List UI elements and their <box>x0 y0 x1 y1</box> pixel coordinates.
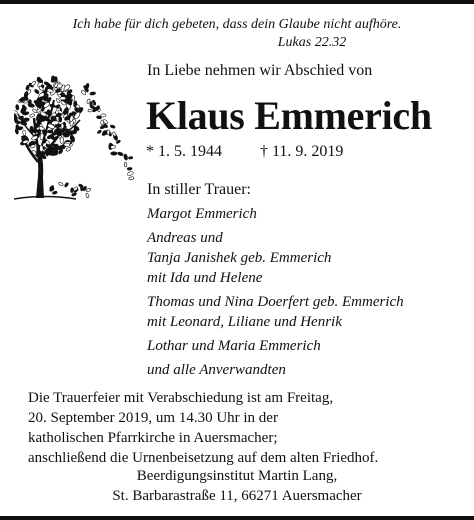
quote-reference: Lukas 22.32 <box>277 35 347 50</box>
mourner-line: mit Leonard, Liliane und Henrik <box>147 314 342 330</box>
mourning-title: In stiller Trauer: <box>147 181 251 198</box>
mourner-group <box>147 228 404 288</box>
death-date: † 11. 9. 2019 <box>260 143 344 160</box>
ceremony-line: Die Trauerfeier mit Verabschiedung ist am Freitag, <box>28 390 334 406</box>
ceremony-details <box>28 388 378 468</box>
intro-text: In Liebe nehmen wir Abschied von <box>147 62 373 79</box>
mourners-list <box>147 204 404 384</box>
mourner-line: mit Ida und Helene <box>147 270 263 286</box>
mourner-line: Thomas und Nina Doerfert geb. Emmerich <box>147 294 404 310</box>
mourner-group <box>147 204 404 224</box>
bible-quote <box>0 16 474 52</box>
mourner-line: Andreas und <box>147 230 223 246</box>
mourner-line: und alle Anverwandten <box>147 362 286 378</box>
birth-date: * 1. 5. 1944 <box>146 143 222 160</box>
undertaker-address: St. Barbarastraße 11, 66271 Auersmacher <box>112 488 362 504</box>
ceremony-line: katholischen Pfarrkirche in Auersmacher; <box>28 430 278 446</box>
undertaker-info <box>0 466 474 506</box>
mourner-line: Lothar und Maria Emmerich <box>147 338 321 354</box>
deceased-name: Klaus Emmerich <box>146 93 432 138</box>
mourner-group <box>147 292 404 332</box>
quote-text: Ich habe für dich gebeten, dass dein Glaube nicht aufhöre. <box>72 17 402 32</box>
life-dates <box>146 142 343 162</box>
bottom-border <box>0 516 474 520</box>
ceremony-line: anschließend die Urnenbeisetzung auf dem alten Friedhof. <box>28 450 379 466</box>
tree-with-falling-leaves-icon <box>14 66 134 202</box>
mourner-line: Tanja Janishek geb. Emmerich <box>147 250 332 266</box>
mourner-group <box>147 336 404 356</box>
top-border <box>0 0 474 4</box>
mourner-line: Margot Emmerich <box>147 206 257 222</box>
mourner-group <box>147 360 404 380</box>
undertaker-name: Beerdigungsinstitut Martin Lang, <box>136 468 338 484</box>
ceremony-line: 20. September 2019, um 14.30 Uhr in der <box>28 410 278 426</box>
